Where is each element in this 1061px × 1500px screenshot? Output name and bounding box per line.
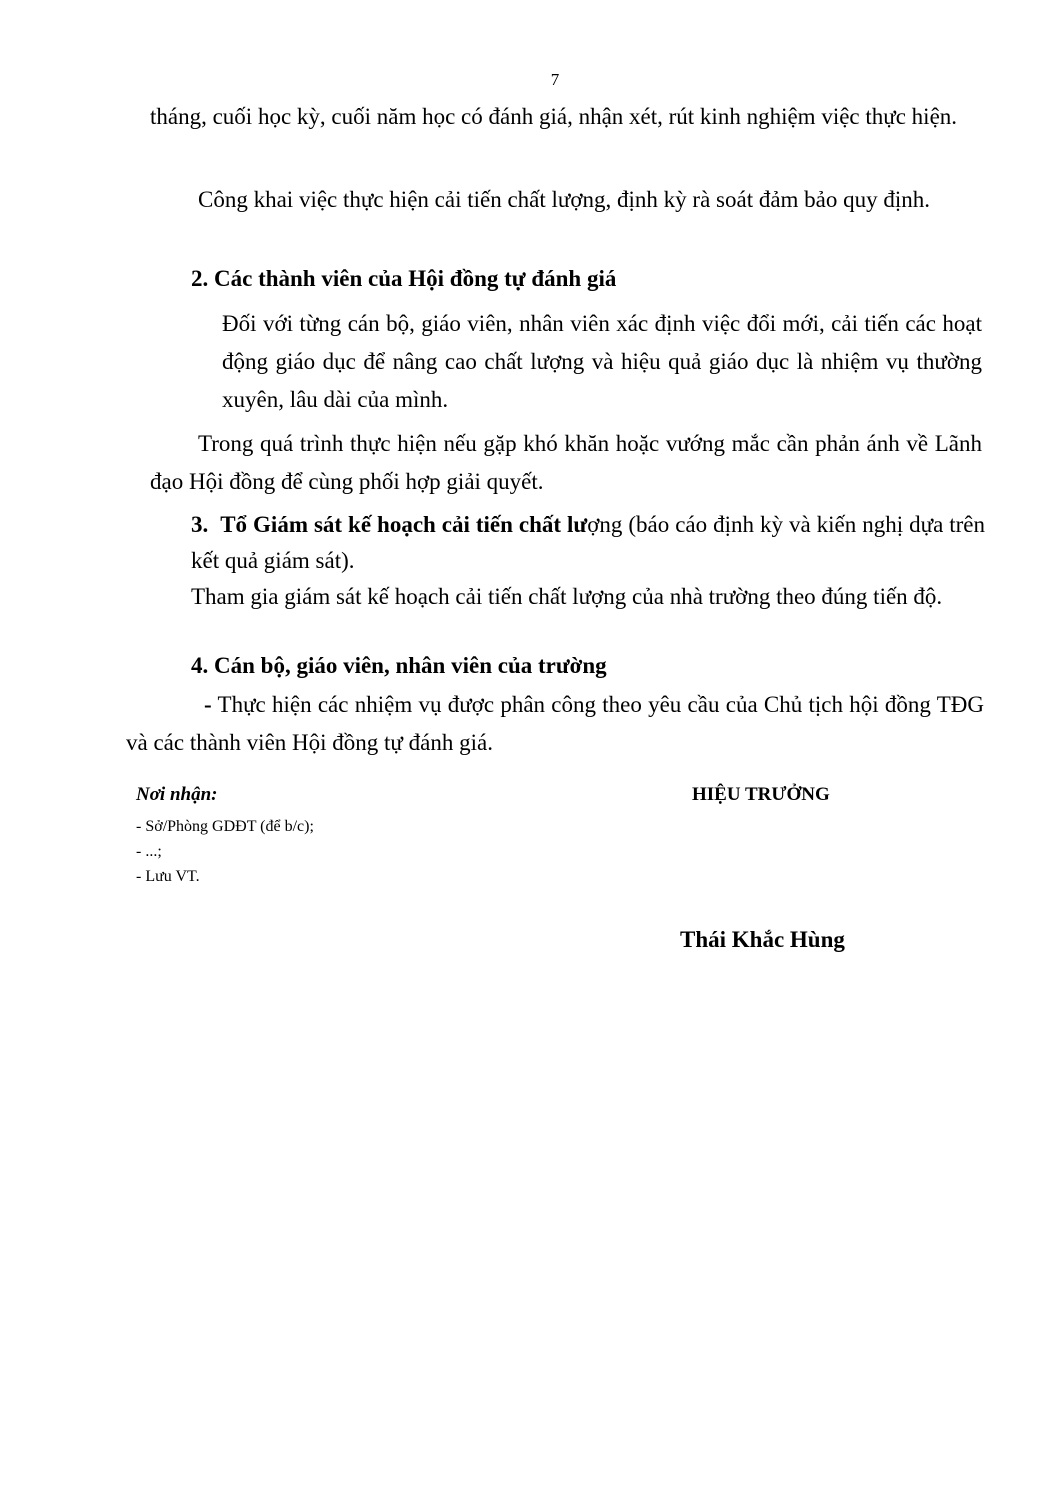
heading-council-members: 2. Các thành viên của Hội đồng tự đánh giá: [191, 266, 617, 291]
dash-marker: -: [204, 692, 212, 717]
recipient-item: - Lưu VT.: [136, 864, 314, 889]
page-number: 7: [550, 70, 560, 89]
staff-duties-text: Thực hiện các nhiệm vụ được phân công theo yêu cầu của Chủ tịch hội đồng TĐG và các thành viên Hội đồng tự đánh giá.: [126, 692, 984, 755]
paragraph-staff-responsibility: Đối với từng cán bộ, giáo viên, nhân viên xác định việc đổi mới, cải tiến các hoạt động giáo dục để nâng cao chất lượng và hiệu quả giáo dục là nhiệm vụ thường xuyên, lâu dài của mình.: [222, 311, 982, 412]
paragraph-supervision-task: Tham gia giám sát kế hoạch cải tiến chất lượng của nhà trường theo đúng tiến độ.: [191, 584, 943, 609]
paragraph-staff-duties: [126, 686, 984, 762]
paragraph-difficulties: Trong quá trình thực hiện nếu gặp khó khăn hoặc vướng mắc cần phản ánh về Lãnh đạo Hội đồng để cùng phối hợp giải quyết.: [150, 431, 982, 494]
recipient-item: - ...;: [136, 839, 314, 864]
signer-name: Thái Khắc Hùng: [680, 927, 845, 952]
signature-title: HIỆU TRƯỞNG: [692, 784, 830, 805]
heading-supervision-title: Tổ Giám sát kế hoạch cải tiến chất lư: [220, 512, 588, 537]
heading-supervision-note: ợng (báo cáo định kỳ và kiến nghị dựa trên kết quả giám sát).: [191, 512, 986, 573]
recipients-list: [136, 814, 314, 889]
recipient-item: - Sở/Phòng GDĐT (để b/c);: [136, 814, 314, 839]
paragraph-public-disclosure: Công khai việc thực hiện cải tiến chất lượng, định kỳ rà soát đảm bảo quy định.: [198, 187, 931, 212]
paragraph-monthly-review: tháng, cuối học kỳ, cuối năm học có đánh giá, nhận xét, rút kinh nghiệm việc thực hiện.: [150, 104, 958, 129]
heading-school-staff: 4. Cán bộ, giáo viên, nhân viên của trường: [191, 653, 607, 678]
heading-supervision-team: [191, 507, 985, 579]
heading-supervision-number: 3.: [191, 512, 209, 537]
recipients-label: Nơi nhận:: [136, 784, 218, 805]
